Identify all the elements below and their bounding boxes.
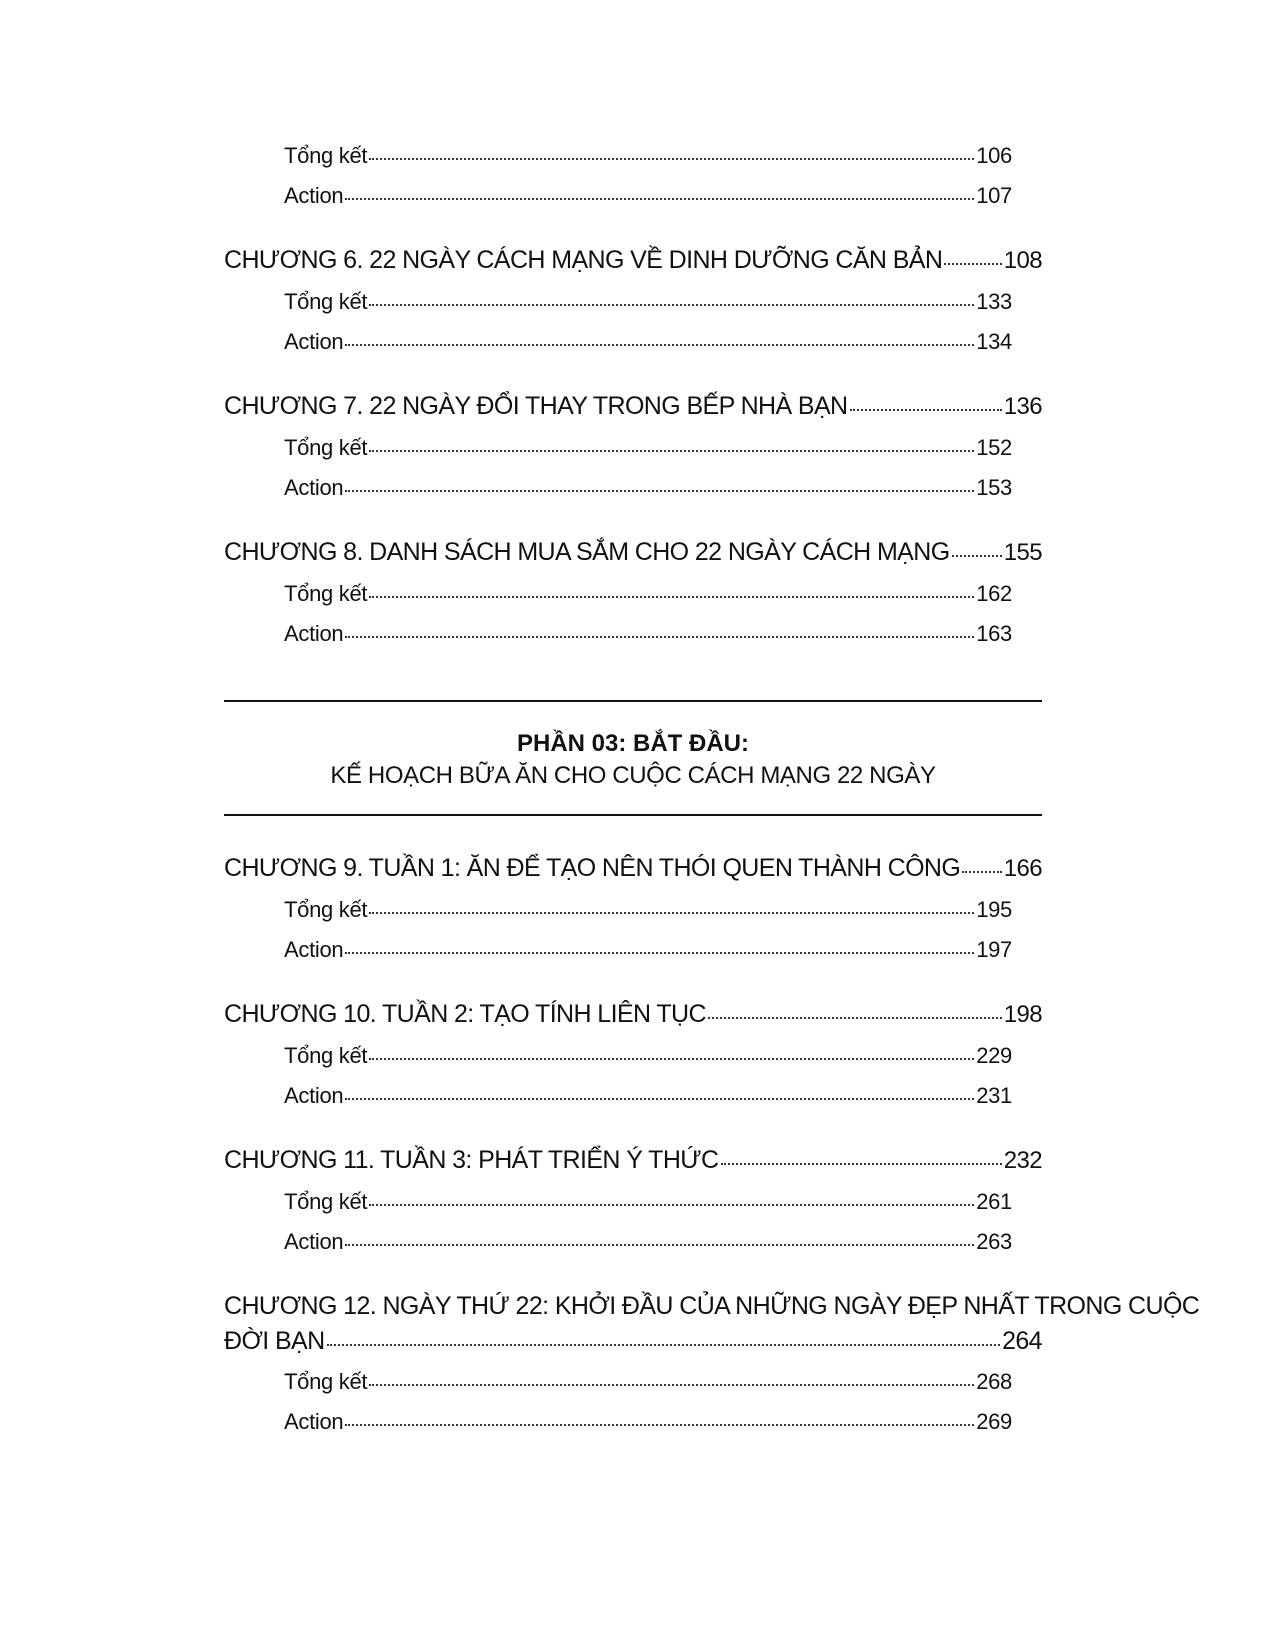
toc-entry-label: Action — [284, 329, 344, 354]
toc-entry-label: Tổng kết — [284, 897, 368, 922]
dot-leader — [369, 158, 974, 160]
toc-entry-page: 197 — [976, 937, 1012, 962]
toc-entry-page: 106 — [976, 143, 1012, 168]
chapter-title-line2: ĐỜI BẠN — [224, 1327, 325, 1355]
toc-entry-page: 261 — [976, 1189, 1012, 1214]
toc-entry-page: 133 — [976, 289, 1012, 314]
toc-chapter-6[interactable] — [224, 242, 1042, 278]
toc-entry-page: 229 — [976, 1043, 1012, 1068]
dot-leader — [345, 490, 974, 492]
chapter-title-line1: CHƯƠNG 12. NGÀY THỨ 22: KHỞI ĐẦU CỦA NHỮNG NGÀY ĐẸP NHẤT TRONG CUỘC — [224, 1292, 1200, 1320]
chapter-title: CHƯƠNG 10. TUẦN 2: TẠO TÍNH LIÊN TỤC — [224, 1000, 706, 1028]
part-subtitle: KẾ HOẠCH BỮA ĂN CHO CUỘC CÁCH MẠNG 22 NGÀY — [330, 762, 936, 789]
toc-entry-label: Tổng kết — [284, 289, 368, 314]
toc-entry-label: Tổng kết — [284, 143, 368, 168]
dot-leader — [721, 1163, 1002, 1165]
toc-entry-page: 153 — [976, 475, 1012, 500]
toc-entry-label: Action — [284, 475, 344, 500]
chapter-title: CHƯƠNG 9. TUẦN 1: ĂN ĐỂ TẠO NÊN THÓI QUEN THÀNH CÔNG — [224, 854, 961, 882]
toc-entry-page: 163 — [976, 621, 1012, 646]
toc-entry-page: 134 — [976, 329, 1012, 354]
dot-leader — [944, 263, 1001, 265]
chapter-title-line2-row — [224, 1324, 1042, 1358]
toc-entry-summary[interactable] — [224, 428, 1012, 468]
toc-entry-label: Tổng kết — [284, 1189, 368, 1214]
dot-leader — [952, 555, 1002, 557]
toc-entry-action[interactable] — [224, 930, 1012, 970]
dot-leader — [369, 1204, 974, 1206]
dot-leader — [345, 1424, 974, 1426]
toc-entry-page: 268 — [976, 1369, 1012, 1394]
toc-chapter-10[interactable] — [224, 996, 1042, 1032]
toc-entry-page: 263 — [976, 1229, 1012, 1254]
toc-entry-summary[interactable] — [224, 282, 1012, 322]
dot-leader — [345, 636, 974, 638]
dot-leader — [369, 1384, 974, 1386]
toc-entry-page: 195 — [976, 897, 1012, 922]
part-title: PHẦN 03: BẮT ĐẦU: — [516, 730, 749, 757]
dot-leader — [850, 409, 1002, 411]
dot-leader — [327, 1344, 1000, 1346]
toc-entry-action[interactable] — [224, 468, 1012, 508]
toc-entry-label: Action — [284, 1229, 344, 1254]
toc-entry-action[interactable] — [224, 1402, 1012, 1442]
toc-entry-action[interactable] — [224, 176, 1012, 216]
chapter-page: 108 — [1003, 247, 1042, 274]
toc-entry-summary[interactable] — [224, 1182, 1012, 1222]
chapter-page: 166 — [1003, 855, 1042, 882]
chapter-title: CHƯƠNG 7. 22 NGÀY ĐỔI THAY TRONG BẾP NHÀ BẠN — [224, 392, 848, 420]
toc-entry-label: Action — [284, 1409, 344, 1434]
dot-leader — [369, 596, 974, 598]
toc-entry-summary[interactable] — [224, 1036, 1012, 1076]
toc-entry-action[interactable] — [224, 1222, 1012, 1262]
chapter-page: 264 — [1002, 1327, 1042, 1355]
toc-entry-action[interactable] — [224, 614, 1012, 654]
toc-entry-page: 231 — [976, 1083, 1012, 1108]
toc-entry-label: Action — [284, 621, 344, 646]
chapter-title: CHƯƠNG 11. TUẦN 3: PHÁT TRIỂN Ý THỨC — [224, 1146, 719, 1174]
dot-leader — [345, 344, 974, 346]
toc-chapter-12[interactable] — [224, 1288, 1200, 1358]
dot-leader — [345, 952, 974, 954]
toc-entry-summary[interactable] — [224, 574, 1012, 614]
chapter-page: 136 — [1003, 393, 1042, 420]
chapter-title: CHƯƠNG 8. DANH SÁCH MUA SẮM CHO 22 NGÀY CÁCH MẠNG — [224, 538, 950, 566]
toc-entry-summary[interactable] — [224, 136, 1012, 176]
dot-leader — [369, 304, 974, 306]
chapter-title: CHƯƠNG 6. 22 NGÀY CÁCH MẠNG VỀ DINH DƯỠNG CĂN BẢN — [224, 246, 943, 274]
toc-entry-page: 107 — [976, 183, 1012, 208]
chapter-page: 198 — [1003, 1001, 1042, 1028]
toc-entry-label: Action — [284, 183, 344, 208]
toc-entry-label: Tổng kết — [284, 581, 368, 606]
toc-entry-summary[interactable] — [224, 890, 1012, 930]
dot-leader — [345, 1098, 974, 1100]
dot-leader — [369, 912, 974, 914]
dot-leader — [369, 450, 974, 452]
chapter-page: 155 — [1003, 539, 1042, 566]
dot-leader — [369, 1058, 974, 1060]
spacer — [224, 816, 1042, 850]
toc-chapter-7[interactable] — [224, 388, 1042, 424]
toc-entry-label: Tổng kết — [284, 435, 368, 460]
toc-entry-label: Tổng kết — [284, 1043, 368, 1068]
toc-entry-label: Tổng kết — [284, 1369, 368, 1394]
dot-leader — [708, 1017, 1002, 1019]
dot-leader — [962, 871, 1002, 873]
toc-chapter-11[interactable] — [224, 1142, 1042, 1178]
table-of-contents — [224, 136, 1200, 1442]
part-header — [224, 700, 1042, 816]
toc-entry-label: Action — [284, 937, 344, 962]
toc-entry-summary[interactable] — [224, 1362, 1012, 1402]
chapter-page: 232 — [1003, 1147, 1042, 1174]
toc-chapter-8[interactable] — [224, 534, 1042, 570]
toc-chapter-9[interactable] — [224, 850, 1042, 886]
dot-leader — [345, 1244, 974, 1246]
toc-entry-page: 269 — [976, 1409, 1012, 1434]
toc-entry-action[interactable] — [224, 322, 1012, 362]
toc-entry-action[interactable] — [224, 1076, 1012, 1116]
toc-entry-page: 152 — [976, 435, 1012, 460]
toc-entry-page: 162 — [976, 581, 1012, 606]
toc-entry-label: Action — [284, 1083, 344, 1108]
dot-leader — [345, 198, 974, 200]
